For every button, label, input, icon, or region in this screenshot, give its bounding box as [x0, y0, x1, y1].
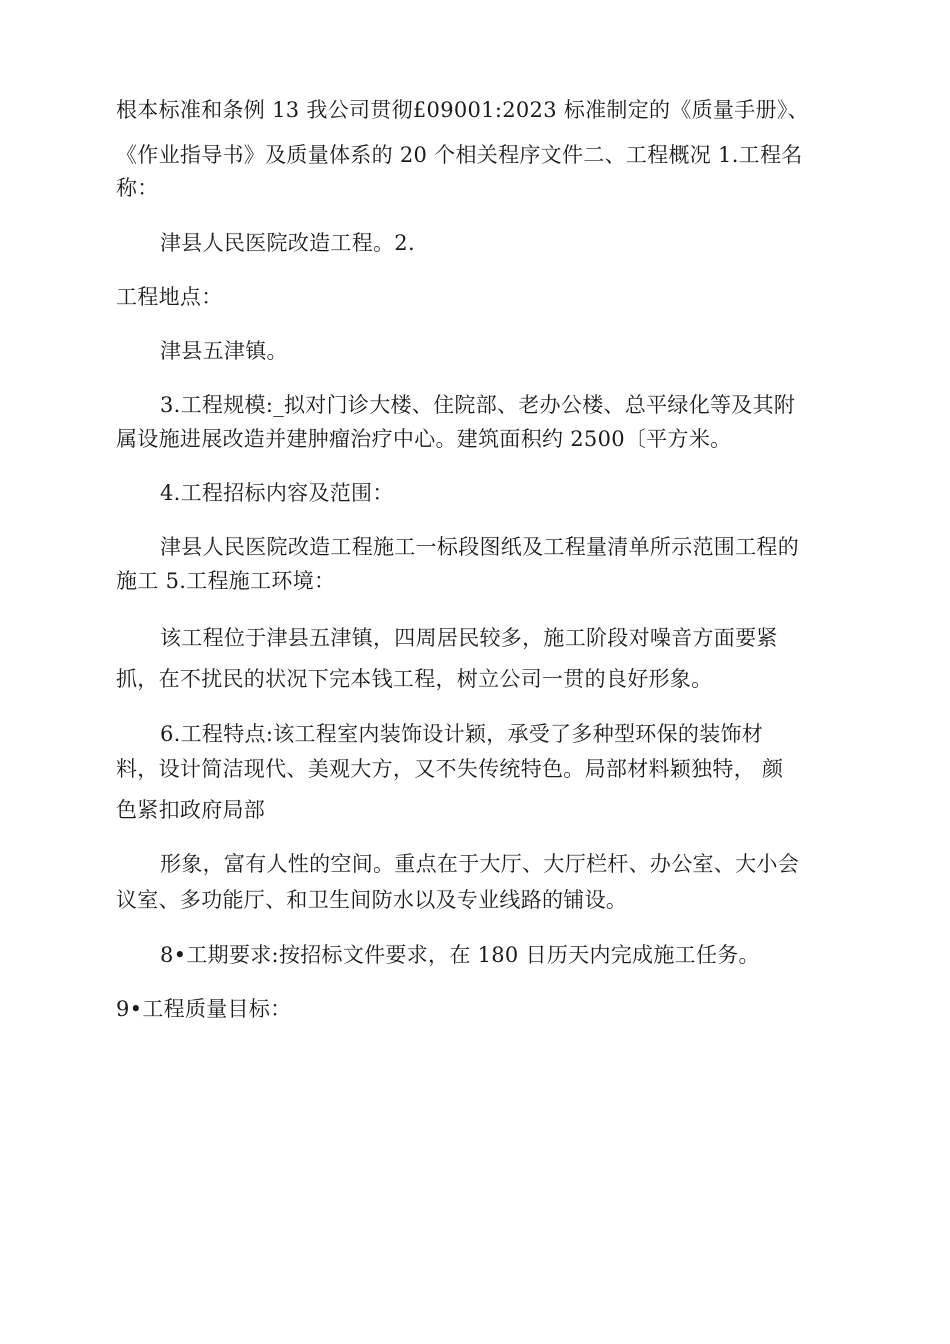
text-line: 4.工程招标内容及范围：	[160, 481, 394, 505]
text-line: 根本标准和条例 13 我公司贯彻£09001:2023 标准制定的《质量手册》、	[116, 98, 809, 122]
text-line: 津县五津镇。	[160, 339, 288, 363]
text-line: 议室、多功能厅、和卫生间防水以及专业线路的铺设。	[116, 888, 628, 912]
text-line: 津县人民医院改造工程施工一标段图纸及工程量清单所示范围工程的	[160, 535, 799, 559]
text-line: 3.工程规模:_拟对门诊大楼、住院部、老办公楼、总平绿化等及其附	[160, 393, 796, 417]
text-line: 8•工期要求:按招标文件要求，在 180 日历天内完成施工任务。	[160, 943, 760, 967]
text-line: 属设施进展改造并建肿瘤治疗中心。建筑面积约 2500〔平方米。	[116, 427, 732, 451]
text-line: 料，设计简洁现代、美观大方，又不失传统特色。局部材料颖独特， 颜	[116, 757, 784, 781]
text-line: 《作业指导书》及质量体系的 20 个相关程序文件二、工程概况 1.工程名	[116, 143, 803, 167]
text-line: 形象，富有人性的空间。重点在于大厅、大厅栏杆、办公室、大小会	[160, 852, 799, 876]
text-line: 6.工程特点:该工程室内装饰设计颖，承受了多种型环保的装饰材	[160, 722, 764, 746]
text-line: 工程地点：	[116, 285, 223, 309]
text-line: 称：	[116, 176, 159, 200]
text-line: 该工程位于津县五津镇，四周居民较多，施工阶段对噪音方面要紧	[160, 626, 778, 650]
text-line: 色紧扣政府局部	[116, 798, 266, 822]
text-line: 抓，在不扰民的状况下完本钱工程，树立公司一贯的良好形象。	[116, 667, 713, 691]
text-line: 9•工程质量目标：	[116, 997, 292, 1021]
text-line: 津县人民医院改造工程。2.	[160, 231, 415, 255]
text-line: 施工 5.工程施工环境：	[116, 569, 336, 593]
